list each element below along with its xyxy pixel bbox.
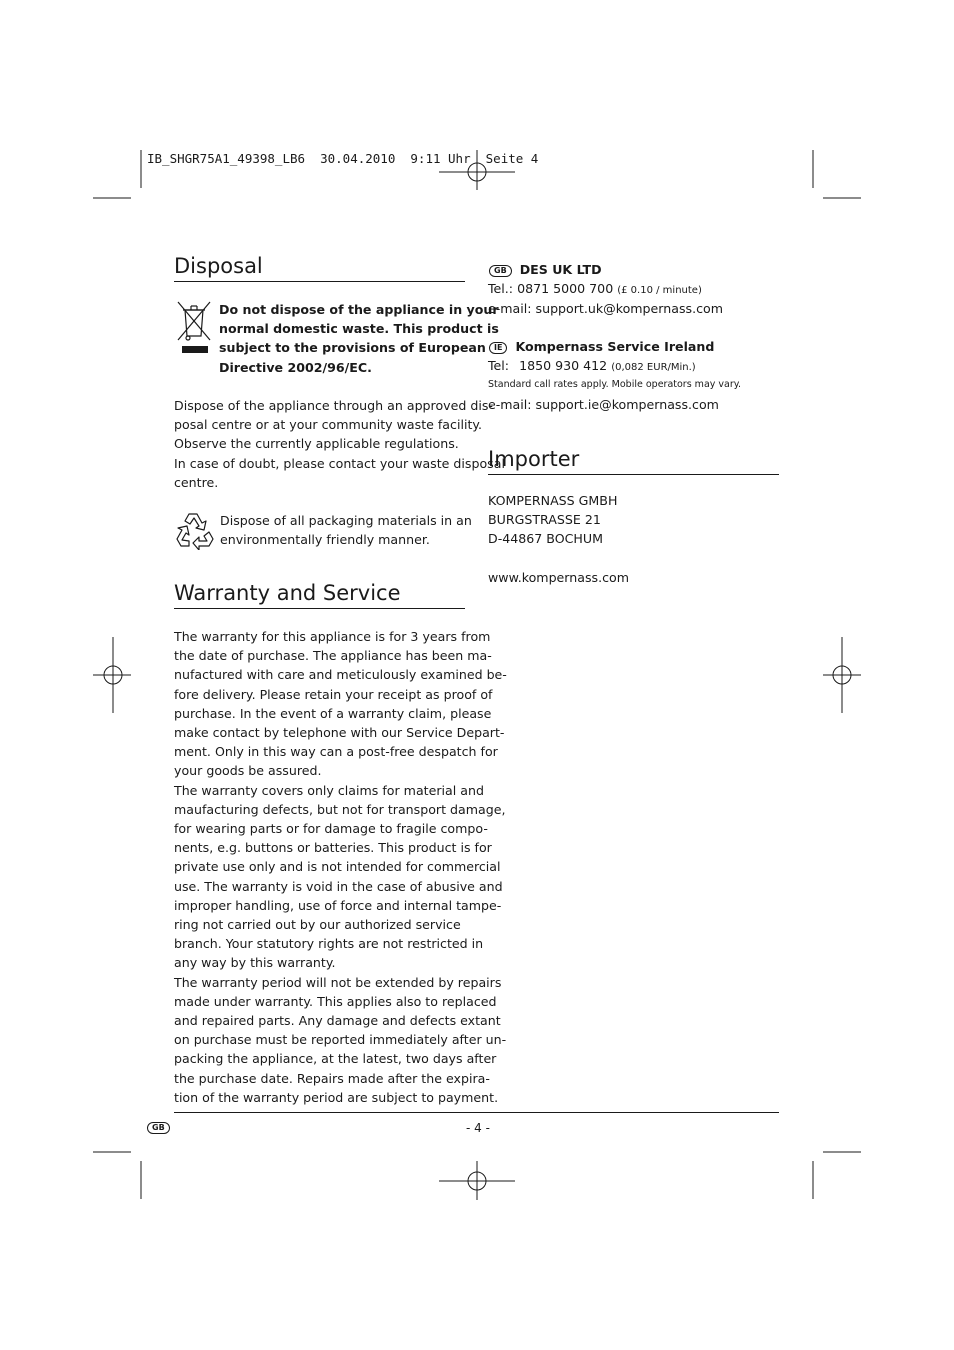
importer-heading: Importer	[488, 447, 580, 471]
warranty-line: nents, e.g. buttons or batteries. This product is for	[174, 840, 492, 856]
uk-service-name: DES UK LTD	[519, 262, 602, 277]
warranty-line: fore delivery. Please retain your receipt as proof of	[174, 686, 493, 702]
body-line: Dispose of the appliance through an approved dis-	[174, 398, 493, 413]
warranty-line: packing the appliance, at the latest, two days after	[174, 1051, 497, 1067]
ie-email[interactable]: e-mail: support.ie@kompernass.com	[488, 397, 719, 412]
warranty-line: made under warranty. This applies also to replaced	[174, 993, 497, 1009]
body-line: centre.	[174, 474, 219, 490]
warranty-line: ment. Only in this way can a post-free despatch for	[174, 744, 498, 760]
warranty-line: nufactured with care and meticulously examined be-	[174, 667, 507, 683]
recycling-arrows-icon	[175, 510, 215, 550]
ie-service-name: Kompernass Service Ireland	[515, 339, 715, 354]
warranty-line: The warranty for this appliance is for 3 years from	[174, 629, 491, 644]
disposal-heading-rule	[174, 281, 465, 282]
gb-country-badge: GB	[489, 265, 512, 277]
footer-rule	[174, 1112, 779, 1113]
ie-call-rate-note: Standard call rates apply. Mobile operators may vary.	[488, 379, 742, 390]
warning-line: Directive 2002/96/EC.	[219, 359, 372, 375]
warranty-line: improper handling, use of force and internal tampe-	[174, 897, 502, 913]
warranty-line: for wearing parts or for damage to fragile compo-	[174, 821, 488, 837]
uk-tel-label: Tel.:	[488, 281, 514, 296]
warranty-body	[174, 627, 507, 1107]
warranty-line: make contact by telephone with our Service Depart-	[174, 725, 505, 741]
warning-line: Do not dispose of the appliance in your	[219, 302, 499, 317]
crossed-out-wheelie-bin-icon	[176, 300, 212, 356]
packaging-note	[220, 511, 472, 549]
page-number: - 4 -	[466, 1121, 490, 1135]
ie-phone-row	[488, 356, 696, 377]
warning-line: normal domestic waste. This product is	[219, 321, 499, 337]
warranty-line: the purchase date. Repairs made after the expira-	[174, 1070, 490, 1086]
warranty-line: tion of the warranty period are subject to payment.	[174, 1089, 499, 1105]
address-line: KOMPERNASS GMBH	[488, 493, 618, 508]
uk-phone-number[interactable]: 0871 5000 700	[517, 281, 614, 296]
warranty-line: branch. Your statutory rights are not restricted in	[174, 936, 484, 952]
warranty-line: use. The warranty is void in the case of abusive and	[174, 878, 503, 894]
warranty-line: your goods be assured.	[174, 763, 322, 779]
warranty-heading: Warranty and Service	[174, 581, 401, 605]
uk-phone-row	[488, 279, 702, 300]
disposal-warning	[219, 300, 499, 377]
importer-website-link[interactable]: www.kompernass.com	[488, 570, 629, 585]
disposal-body	[174, 396, 505, 492]
ie-phone-number[interactable]: 1850 930 412	[519, 358, 608, 373]
warranty-line: purchase. In the event of a warranty claim, please	[174, 705, 492, 721]
warranty-heading-rule	[174, 608, 465, 609]
body-line: posal centre or at your community waste facility.	[174, 417, 483, 433]
warranty-line: and repaired parts. Any damage and defects extant	[174, 1013, 501, 1029]
importer-address	[488, 491, 617, 549]
warranty-line: The warranty covers only claims for material and	[174, 782, 484, 798]
footer-gb-badge: GB	[147, 1122, 170, 1134]
address-line: D-44867 BOCHUM	[488, 531, 603, 547]
ie-country-badge: IE	[489, 342, 507, 354]
body-line: In case of doubt, please contact your waste disposal	[174, 455, 505, 471]
warranty-line: The warranty period will not be extended by repairs	[174, 974, 502, 990]
warranty-line: any way by this warranty.	[174, 955, 336, 971]
disposal-heading: Disposal	[174, 254, 263, 278]
uk-call-rate: (£ 0.10 / minute)	[617, 285, 702, 296]
warranty-line: maufacturing defects, but not for transport damage,	[174, 801, 506, 817]
warranty-line: private use only and is not intended for commercial	[174, 859, 501, 875]
warning-line: subject to the provisions of European	[219, 340, 486, 356]
body-line: Observe the currently applicable regulations.	[174, 436, 459, 452]
warranty-line: on purchase must be reported immediately after un-	[174, 1032, 507, 1048]
packaging-line: environmentally friendly manner.	[220, 532, 430, 548]
warranty-line: ring not carried out by our authorized service	[174, 917, 461, 933]
ie-call-rate: (0,082 EUR/Min.)	[611, 362, 696, 373]
address-line: BURGSTRASSE 21	[488, 512, 601, 528]
warranty-line: the date of purchase. The appliance has been ma-	[174, 648, 492, 664]
ie-service-name-row	[489, 337, 714, 356]
print-slug: IB_SHGR75A1_49398_LB6 30.04.2010 9:11 Uhr Seite 4	[147, 151, 539, 166]
uk-email[interactable]: e-mail: support.uk@kompernass.com	[488, 301, 723, 316]
uk-service-name-row	[489, 260, 602, 279]
ie-tel-label: Tel:	[488, 358, 510, 373]
packaging-line: Dispose of all packaging materials in an	[220, 513, 472, 528]
importer-heading-rule	[488, 474, 779, 475]
